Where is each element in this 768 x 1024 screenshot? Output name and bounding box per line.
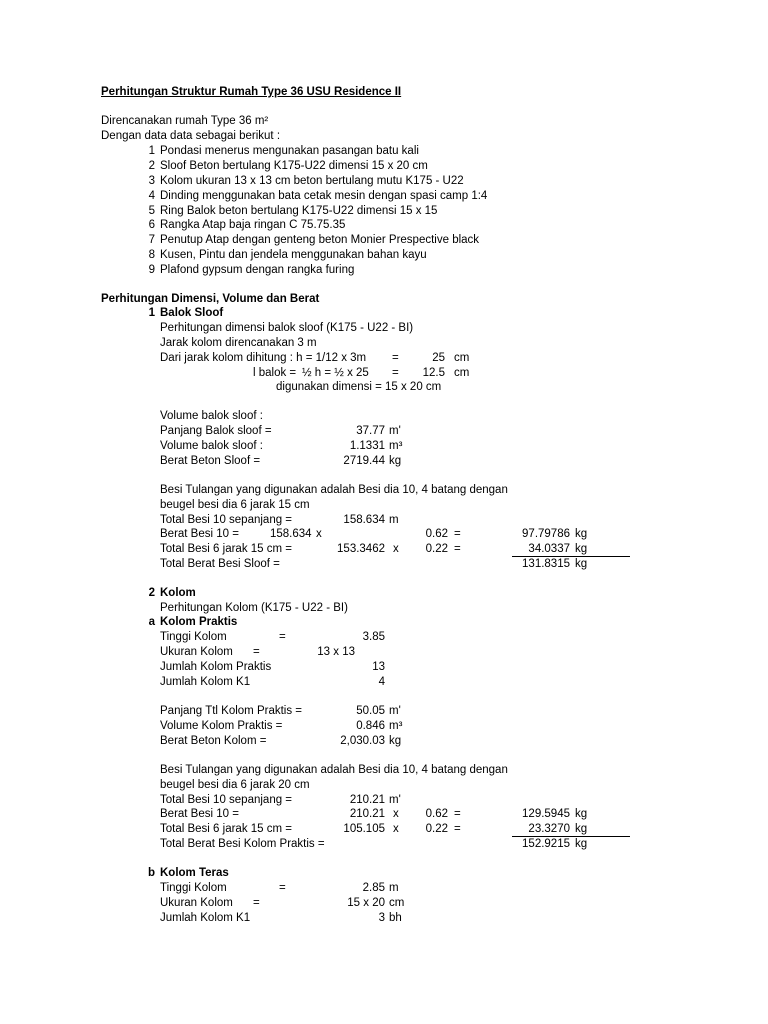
calc-value: 4 bbox=[378, 676, 385, 688]
calc-label: Tinggi Kolom bbox=[160, 882, 227, 894]
calc-label: Total Besi 6 jarak 15 cm = bbox=[160, 823, 292, 835]
equals-sign: = bbox=[454, 823, 461, 835]
calc-label: Jumlah Kolom K1 bbox=[160, 676, 251, 688]
calc-unit: kg bbox=[389, 735, 402, 747]
spec-text: Dinding menggunakan bata cetak mesin dengan spasi camp 1:4 bbox=[160, 190, 488, 202]
calc-label: Total Besi 10 sepanjang = bbox=[160, 794, 293, 806]
calc-label: Ukuran Kolom bbox=[160, 897, 233, 909]
item-heading: Kolom Teras bbox=[160, 867, 229, 879]
calc-value: 25 bbox=[432, 352, 445, 364]
text-line: Perhitungan dimensi balok sloof (K175 - U22 - BI) bbox=[160, 322, 414, 334]
calc-value: 158.634 bbox=[343, 514, 385, 526]
multiply-sign: x bbox=[393, 808, 399, 820]
calc-value: 2,030.03 bbox=[340, 735, 385, 747]
subsection-number: 1 bbox=[148, 307, 155, 319]
calc-label: Jumlah Kolom Praktis bbox=[160, 661, 272, 673]
calc-unit: m' bbox=[389, 794, 401, 806]
calc-label: Total Besi 6 jarak 15 cm = bbox=[160, 543, 292, 555]
text-line: beugel besi dia 6 jarak 15 cm bbox=[160, 499, 310, 511]
subsection-heading: Kolom bbox=[160, 587, 196, 599]
calc-label: Tinggi Kolom bbox=[160, 631, 227, 643]
calc-unit: m³ bbox=[389, 720, 403, 732]
text-line: beugel besi dia 6 jarak 20 cm bbox=[160, 779, 310, 791]
calc-label: l balok = bbox=[253, 367, 297, 379]
subsection-number: 2 bbox=[148, 587, 155, 599]
document-title: Perhitungan Struktur Rumah Type 36 USU Residence II bbox=[101, 86, 402, 98]
total-label: Total Berat Besi Kolom Praktis = bbox=[160, 838, 325, 850]
spec-text: Rangka Atap baja ringan C 75.75.35 bbox=[160, 219, 346, 231]
text-line: Jarak kolom direncanakan 3 m bbox=[160, 337, 317, 349]
spec-text: Kusen, Pintu dan jendela menggunakan bahan kayu bbox=[160, 249, 427, 261]
spec-text: Sloof Beton bertulang K175-U22 dimensi 15 x 20 cm bbox=[160, 160, 428, 172]
spec-number: 3 bbox=[148, 175, 155, 187]
equals-sign: = bbox=[454, 543, 461, 555]
spec-number: 4 bbox=[148, 190, 155, 202]
calc-factor: 0.62 bbox=[425, 808, 448, 820]
calc-unit: kg bbox=[575, 543, 588, 555]
calc-label: Berat Besi 10 = bbox=[160, 808, 239, 820]
spec-number: 8 bbox=[148, 249, 155, 261]
equals-sign: = bbox=[392, 352, 399, 364]
calc-value: 13 bbox=[372, 661, 385, 673]
item-heading: Kolom Praktis bbox=[160, 616, 238, 628]
total-value: 152.9215 bbox=[522, 838, 570, 850]
equals-sign: = bbox=[454, 528, 461, 540]
calc-value: 3.85 bbox=[362, 631, 385, 643]
calc-value: 0.846 bbox=[356, 720, 385, 732]
total-value: 131.8315 bbox=[522, 558, 570, 570]
spec-number: 2 bbox=[148, 160, 155, 172]
intro-line: Dengan data data sebagai berikut : bbox=[101, 130, 281, 142]
calc-label: Volume balok sloof : bbox=[160, 440, 263, 452]
spec-number: 6 bbox=[148, 219, 155, 231]
calc-unit: kg bbox=[575, 558, 588, 570]
calc-unit: kg bbox=[575, 808, 588, 820]
text-line: Volume balok sloof : bbox=[160, 410, 263, 422]
calc-unit: cm bbox=[454, 352, 470, 364]
equals-sign: = bbox=[279, 631, 286, 643]
calc-value: 37.77 bbox=[356, 425, 385, 437]
equals-sign: = bbox=[279, 882, 286, 894]
subsection-heading: Balok Sloof bbox=[160, 307, 224, 319]
calc-unit: m³ bbox=[389, 440, 403, 452]
calc-label: Berat Beton Kolom = bbox=[160, 735, 267, 747]
item-letter: a bbox=[148, 616, 155, 628]
calc-result: 34.0337 bbox=[528, 543, 570, 555]
spec-text: Plafond gypsum dengan rangka furing bbox=[160, 264, 355, 276]
calc-value: 158.634 bbox=[270, 528, 312, 540]
calc-value: 210.21 bbox=[349, 794, 385, 806]
spec-text: Penutup Atap dengan genteng beton Monier Prespective black bbox=[160, 234, 480, 246]
equals-sign: = bbox=[253, 646, 260, 658]
calc-unit: cm bbox=[454, 367, 470, 379]
calc-value: 13 x 13 bbox=[317, 646, 355, 658]
calc-result: 23.3270 bbox=[528, 823, 570, 835]
calc-unit: kg bbox=[575, 838, 588, 850]
calc-label: Panjang Ttl Kolom Praktis = bbox=[160, 705, 303, 717]
calc-unit: m' bbox=[389, 705, 401, 717]
item-letter: b bbox=[147, 867, 155, 879]
calc-factor: 0.22 bbox=[425, 823, 448, 835]
equals-sign: = bbox=[392, 367, 399, 379]
calc-value: 50.05 bbox=[356, 705, 385, 717]
spec-number: 9 bbox=[148, 264, 155, 276]
calc-unit: bh bbox=[389, 912, 402, 924]
calc-unit: cm bbox=[389, 897, 405, 909]
calc-value: 1.1331 bbox=[349, 440, 385, 452]
calc-label: Berat Beton Sloof = bbox=[160, 455, 261, 467]
calc-label: Panjang Balok sloof = bbox=[160, 425, 272, 437]
multiply-sign: x bbox=[316, 528, 322, 540]
calc-unit: m bbox=[389, 514, 399, 526]
calc-value: 210.21 bbox=[349, 808, 385, 820]
calc-value: 2.85 bbox=[362, 882, 385, 894]
calc-label: Ukuran Kolom bbox=[160, 646, 233, 658]
calc-label: Jumlah Kolom K1 bbox=[160, 912, 251, 924]
spec-number: 5 bbox=[148, 205, 155, 217]
calc-label: Total Besi 10 sepanjang = bbox=[160, 514, 293, 526]
calc-value: 12.5 bbox=[422, 367, 445, 379]
calc-value: 2719.44 bbox=[343, 455, 385, 467]
calc-result: 129.5945 bbox=[522, 808, 570, 820]
text-line: digunakan dimensi = 15 x 20 cm bbox=[276, 381, 442, 393]
calc-label: Dari jarak kolom dihitung : h = 1/12 x 3m bbox=[160, 352, 367, 364]
text-line: Perhitungan Kolom (K175 - U22 - BI) bbox=[160, 602, 348, 614]
intro-line: Direncanakan rumah Type 36 m² bbox=[101, 115, 269, 127]
calc-label: Volume Kolom Praktis = bbox=[160, 720, 283, 732]
calc-value: 105.105 bbox=[343, 823, 385, 835]
calc-label: Berat Besi 10 = bbox=[160, 528, 239, 540]
spec-number: 1 bbox=[148, 145, 155, 157]
text-line: Besi Tulangan yang digunakan adalah Besi dia 10, 4 batang dengan bbox=[160, 764, 508, 776]
calc-factor: 0.22 bbox=[425, 543, 448, 555]
calc-value: 15 x 20 bbox=[347, 897, 385, 909]
calc-unit: kg bbox=[389, 455, 402, 467]
equals-sign: = bbox=[454, 808, 461, 820]
multiply-sign: x bbox=[393, 543, 399, 555]
calc-result: 97.79786 bbox=[522, 528, 570, 540]
calc-unit: m bbox=[389, 882, 399, 894]
spec-text: Pondasi menerus mengunakan pasangan batu kali bbox=[160, 145, 419, 157]
spec-text: Ring Balok beton bertulang K175-U22 dimensi 15 x 15 bbox=[160, 205, 438, 217]
calc-value: 153.3462 bbox=[337, 543, 385, 555]
equals-sign: = bbox=[253, 897, 260, 909]
calc-unit: kg bbox=[575, 823, 588, 835]
calc-expression: ½ h = ½ x 25 bbox=[302, 367, 369, 379]
calc-unit: kg bbox=[575, 528, 588, 540]
calc-factor: 0.62 bbox=[425, 528, 448, 540]
multiply-sign: x bbox=[393, 823, 399, 835]
calc-unit: m' bbox=[389, 425, 401, 437]
spec-number: 7 bbox=[148, 234, 155, 246]
spec-text: Kolom ukuran 13 x 13 cm beton bertulang mutu K175 - U22 bbox=[160, 175, 464, 187]
text-line: Besi Tulangan yang digunakan adalah Besi dia 10, 4 batang dengan bbox=[160, 484, 508, 496]
section-heading: Perhitungan Dimensi, Volume dan Berat bbox=[101, 293, 320, 305]
total-label: Total Berat Besi Sloof = bbox=[160, 558, 280, 570]
calc-value: 3 bbox=[378, 912, 385, 924]
